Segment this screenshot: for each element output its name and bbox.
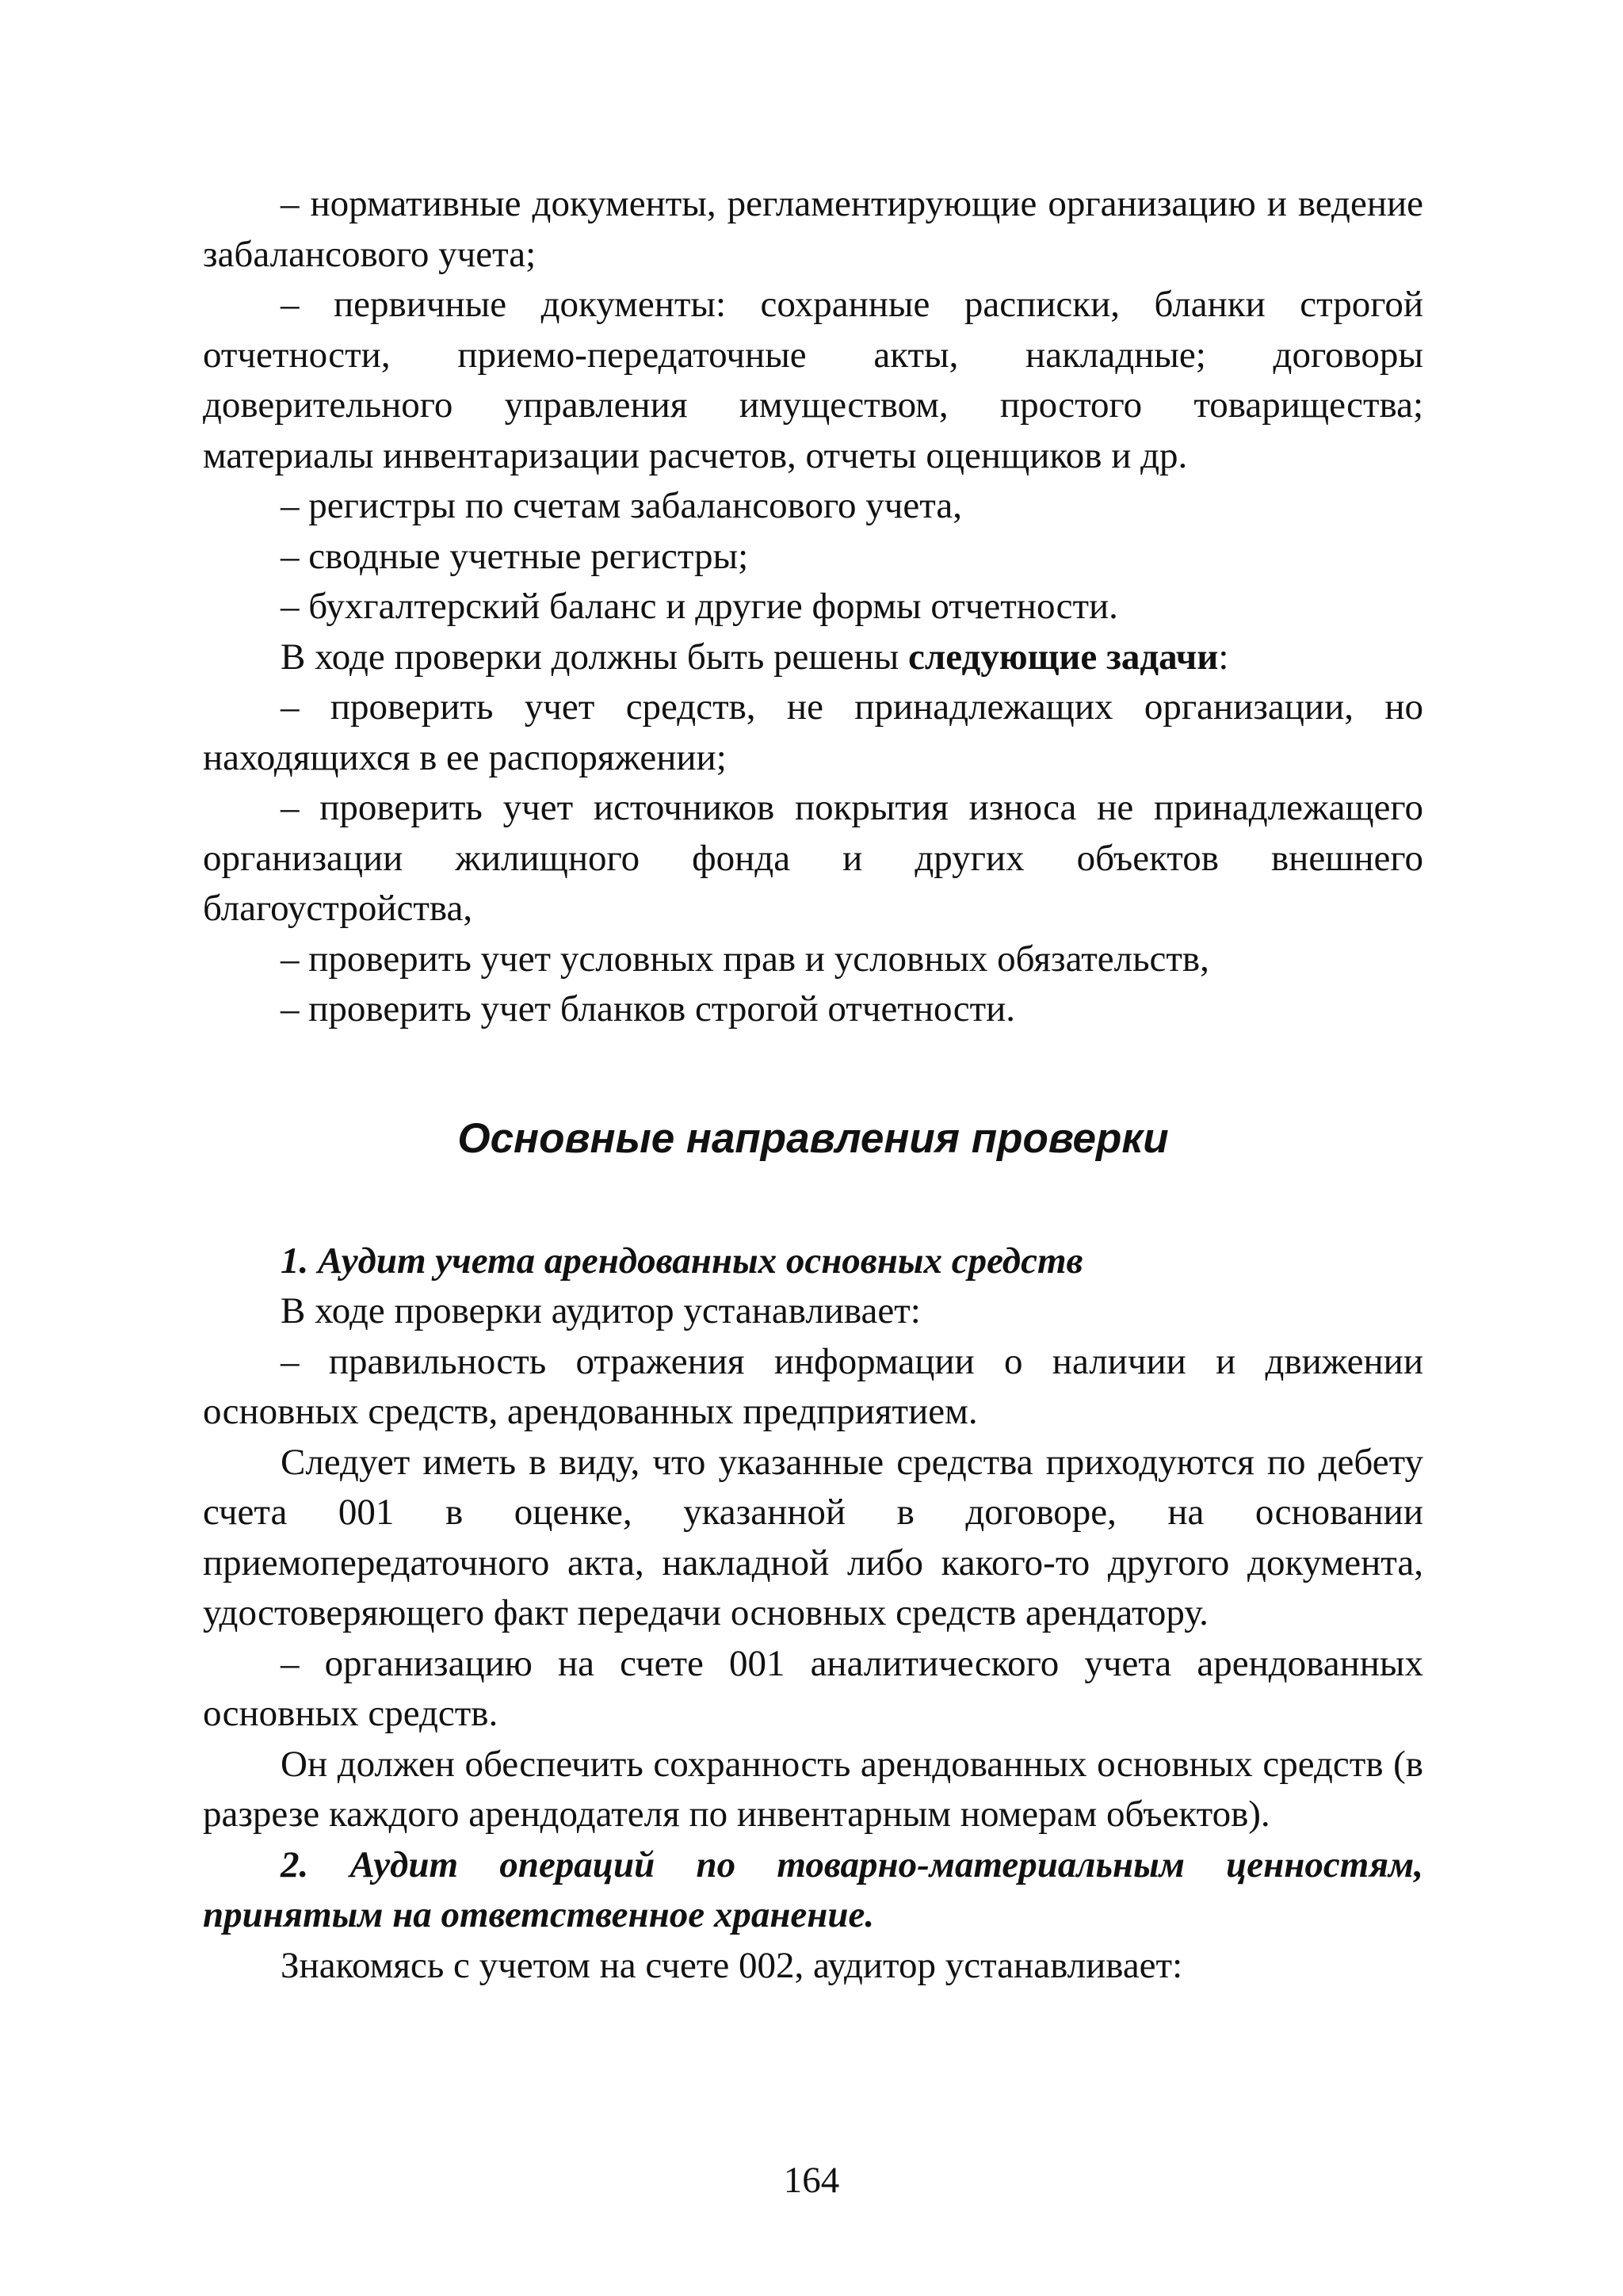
section1-para1: Следует иметь в виду, что указанные средства приходуются по дебету счета 001 в оценке, указанной в договоре, на основании приемопередаточного акта, накладной либо какого-то другого документа, удостоверяющего факт передачи основных средств арендатору. — [203, 1441, 1423, 1633]
section1-item1: – правильность отражения информации о наличии и движении основных средств, арендованных предприятием. — [203, 1340, 1423, 1432]
section-heading: Основные направления проверки — [457, 1114, 1169, 1162]
paragraph-tasks-intro — [203, 632, 1423, 683]
paragraph-balance-sheet: – бухгалтерский баланс и другие формы отчетности. — [281, 586, 1118, 627]
tasks-intro-colon: : — [1218, 636, 1229, 678]
section2-intro: Знакомясь с учетом на счете 002, аудитор устанавливает: — [281, 1944, 1183, 1986]
page-number: 164 — [783, 2160, 840, 2201]
paragraph-summary-registers: – сводные учетные регистры; — [281, 535, 749, 577]
page-content — [203, 179, 1423, 2240]
section1-intro: В ходе проверки аудитор устанавливает: — [281, 1290, 921, 1331]
section1-title: 1. Аудит учета арендованных основных средств — [281, 1240, 1083, 1282]
section1-para2: Он должен обеспечить сохранность арендованных основных средств (в разрезе каждого арендодателя по инвентарным номерам объектов). — [203, 1743, 1423, 1835]
task-item: – проверить учет условных прав и условных обязательств, — [281, 938, 1209, 980]
section1-item2: – организацию на счете 001 аналитического учета арендованных основных средств. — [203, 1642, 1423, 1734]
task-item: – проверить учет бланков строгой отчетности. — [281, 988, 1016, 1030]
task-item: – проверить учет источников покрытия износа не принадлежащего организации жилищного фонда и других объектов внешнего благоустройства, — [203, 787, 1423, 929]
paragraph-normative-docs: – нормативные документы, регламентирующие организацию и ведение забалансового учета; — [203, 183, 1423, 275]
section2-title: 2. Аудит операций по товарно-материальным ценностям, принятым на ответственное хранение. — [203, 1843, 1423, 1935]
paragraph-primary-docs: – первичные документы: сохранные расписки, бланки строгой отчетности, приемо-передаточные акты, накладные; договоры доверительного управления имуществом, простого товарищества; материалы инвентаризации расчетов, отчеты оценщиков и др. — [203, 284, 1423, 476]
task-item: – проверить учет средств, не принадлежащих организации, но находящихся в ее распоряжении; — [203, 686, 1423, 778]
tasks-intro-text: В ходе проверки должны быть решены — [281, 636, 908, 678]
paragraph-registers: – регистры по счетам забалансового учета, — [281, 485, 963, 526]
tasks-intro-bold: следующие задачи — [907, 636, 1219, 678]
